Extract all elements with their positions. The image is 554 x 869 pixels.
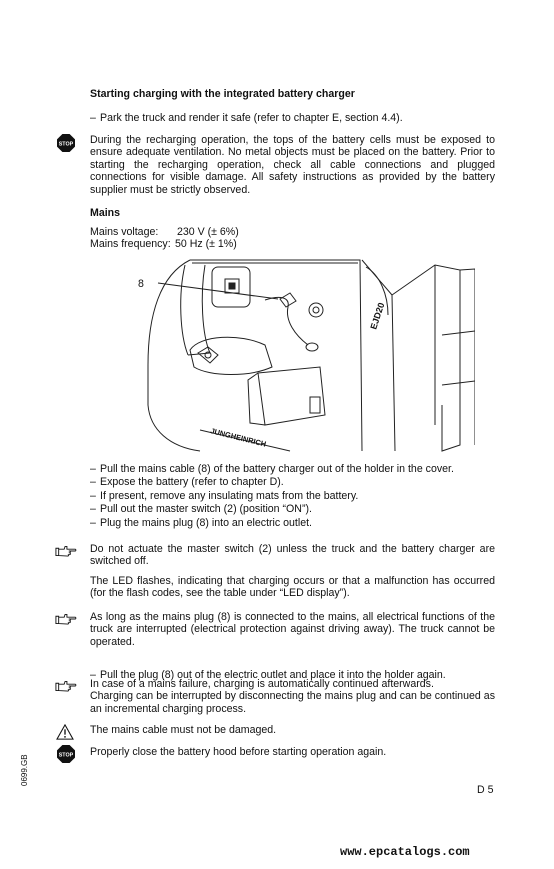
list-item: – Plug the mains plug (8) into an electric outlet. (90, 516, 312, 529)
led-text: The LED flashes, indicating that charging occurs or that a malfunction has occurred (for the flash codes, see the table under “LED display”). (90, 575, 495, 600)
section-heading: Starting charging with the integrated battery charger (90, 88, 355, 100)
svg-text:STOP: STOP (58, 141, 74, 148)
mains-heading: Mains (90, 207, 121, 219)
note-mains-failure: In case of a mains failure, charging is automatically continued afterwards. Charging can be interrupted by disconnecting the mains plug and can be continued as an incremental charging process. (90, 678, 495, 715)
model-logo: EJD20 (368, 301, 387, 331)
page-number: D 5 (477, 784, 494, 796)
note-master-switch: Do not actuate the master switch (2) unless the truck and the battery charger are switched off. (90, 543, 495, 568)
stop-sign-icon (57, 134, 75, 152)
steps-list (90, 463, 500, 529)
truck-charger-figure (130, 255, 475, 453)
warning-cable: The mains cable must not be damaged. (90, 724, 277, 736)
brand-text: JUNGHEINRICH (209, 426, 268, 449)
pointing-hand-icon (55, 544, 77, 558)
mains-frequency-value: 50 Hz (± 1%) (175, 238, 237, 250)
document-code: 0699.GB (20, 754, 29, 786)
watermark-link[interactable]: www.epcatalogs.com (340, 845, 470, 859)
stop-note-battery-hood: Properly close the battery hood before starting operation again. (90, 746, 387, 758)
stop-note-ventilation: During the recharging operation, the tops of the battery cells must be exposed to ensure adequate ventilation. No metal objects must be placed on the battery. Prior to starting the recharging operation, check all cable connections and plugged connections for visible damage. All safety instructions as provided by the battery supplier must be strictly observed. (90, 134, 495, 196)
list-item: – Expose the battery (refer to chapter D). (90, 476, 284, 489)
note-electrical-interrupt: As long as the mains plug (8) is connected to the mains, all electrical functions of the truck are interrupted (electrical protection against driving away). The truck cannot be operated. (90, 611, 495, 648)
list-item: – Pull the mains cable (8) of the battery charger out of the holder in the cover. (90, 463, 454, 475)
stop-sign-icon (57, 745, 75, 763)
warning-triangle-icon (56, 724, 74, 740)
pointing-hand-icon (55, 679, 77, 693)
mains-frequency-label: Mains frequency: (90, 238, 171, 250)
callout-8: 8 (138, 278, 144, 290)
list-item: – Pull out the master switch (2) (position “ON”). (90, 503, 312, 516)
svg-text:STOP: STOP (58, 752, 74, 759)
list-item: – If present, remove any insulating mats from the battery. (90, 489, 359, 502)
mains-voltage-label: Mains voltage: (90, 226, 159, 238)
mains-voltage-value: 230 V (± 6%) (177, 226, 239, 238)
step-park: – Park the truck and render it safe (refer to chapter E, section 4.4). (90, 112, 403, 124)
pointing-hand-icon (55, 612, 77, 626)
step-pull-plug: – Pull the plug (8) out of the electric outlet and place it into the holder again. (90, 669, 446, 682)
